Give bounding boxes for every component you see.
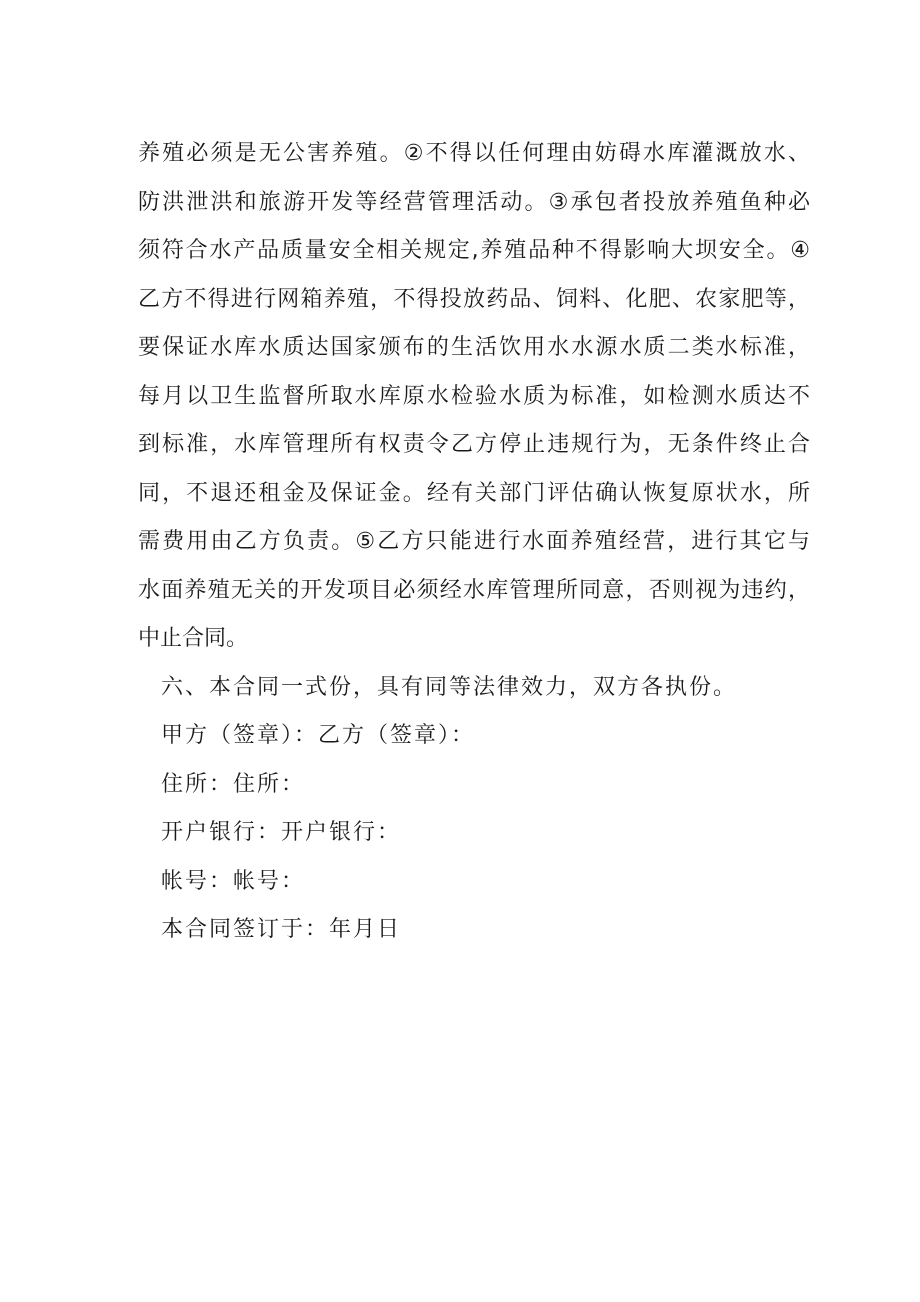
paragraph-line: 养殖必须是无公害养殖。②不得以任何理由妨碍水库灌溉放水、	[138, 141, 810, 166]
paragraph-line: 每月以卫生监督所取水库原水检验水质为标准，如检测水质达不	[138, 383, 810, 409]
paragraph-line: 到标准，水库管理所有权责令乙方停止违规行为，无条件终止合	[138, 432, 810, 457]
account-line: 帐号：帐号：	[161, 868, 306, 894]
clause-six: 六、本合同一式份，具有同等法律效力，双方各执份。	[161, 674, 738, 700]
document-body	[138, 130, 810, 955]
paragraph-line-last: 中止合同。	[138, 626, 249, 651]
paragraph-line: 乙方不得进行网箱养殖，不得投放药品、饲料、化肥、农家肥等，	[138, 286, 810, 312]
paragraph-line: 需费用由乙方负责。⑤乙方只能进行水面养殖经营，进行其它与	[138, 529, 810, 554]
paragraph-line: 要保证水库水质达国家颁布的生活饮用水水源水质二类水标准，	[138, 335, 810, 360]
address-line: 住所：住所：	[161, 771, 306, 797]
paragraph-line: 同，不退还租金及保证金。经有关部门评估确认恢复原状水，所	[138, 480, 810, 506]
paragraph-line: 须符合水产品质量安全相关规定,养殖品种不得影响大坝安全。④	[138, 238, 810, 263]
signature-line: 甲方（签章）：乙方（签章）：	[161, 723, 476, 748]
paragraph-line: 水面养殖无关的开发项目必须经水库管理所同意，否则视为违约，	[138, 577, 810, 603]
bank-line: 开户银行：开户银行：	[161, 820, 402, 845]
paragraph-line: 防洪泄洪和旅游开发等经营管理活动。③承包者投放养殖鱼种必	[138, 189, 810, 215]
signing-date-line: 本合同签订于：年月日	[161, 917, 402, 942]
